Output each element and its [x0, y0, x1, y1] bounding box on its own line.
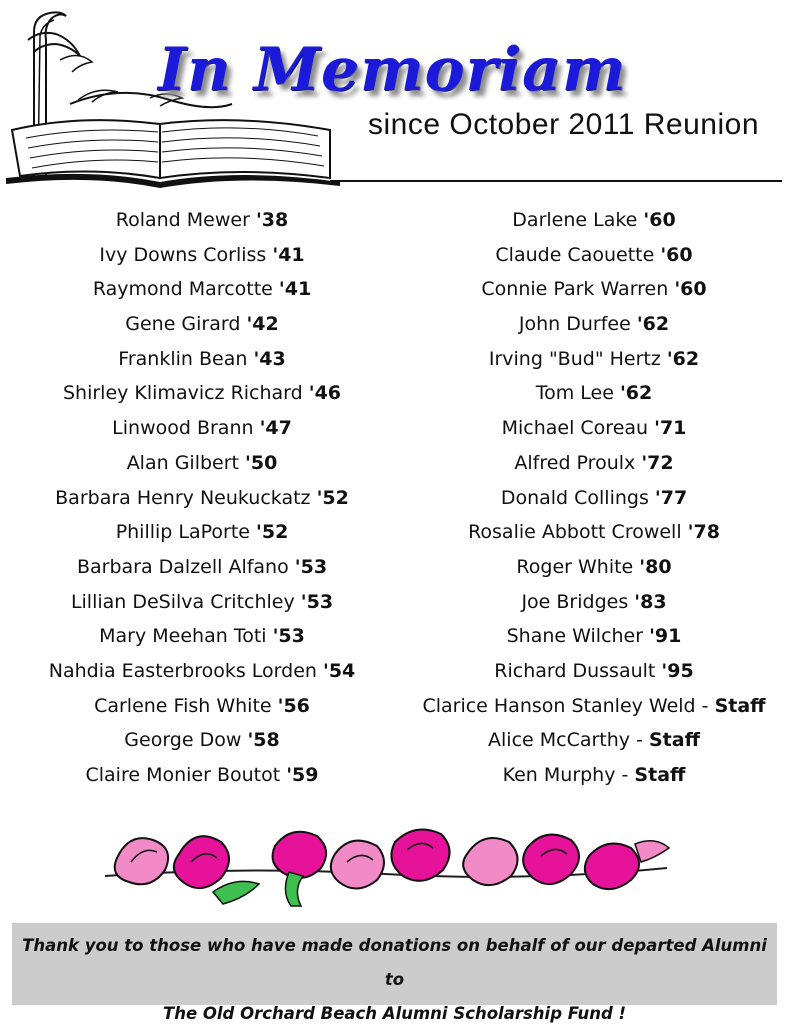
class-year: '72: [641, 451, 674, 474]
memorial-entry: [22, 689, 382, 724]
class-year: '58: [247, 729, 280, 752]
memorial-entry: [414, 203, 774, 238]
memorial-name: George Dow: [124, 729, 242, 752]
memorial-name: Franklin Bean: [118, 347, 248, 370]
memorial-entry: [22, 654, 382, 689]
memorial-name: Barbara Henry Neukuckatz: [55, 486, 311, 509]
class-year: '53: [294, 555, 328, 578]
memorial-name: Ken Murphy -: [502, 764, 629, 786]
memorial-entry: [22, 550, 382, 585]
class-year: '54: [323, 659, 356, 682]
class-year: '59: [286, 764, 319, 786]
memorial-list-left: [22, 203, 382, 793]
memorial-name: Ivy Downs Corliss: [99, 243, 267, 266]
memorial-name: Connie Park Warren: [481, 278, 669, 301]
memorial-name: Donald Collings: [500, 486, 649, 509]
class-year: '56: [277, 694, 310, 717]
memorial-name: Richard Dussault: [494, 659, 656, 682]
memorial-entry: [22, 585, 382, 620]
memorial-entry: [414, 515, 774, 550]
memorial-entry: [22, 515, 382, 550]
class-year: '46: [308, 382, 342, 405]
memorial-entry: [22, 446, 382, 481]
memorial-name: Linwood Brann: [112, 417, 254, 440]
memorial-entry: [22, 376, 382, 411]
memorial-name: Shane Wilcher: [506, 625, 644, 648]
donation-notice-line-1: Thank you to those who have made donations on behalf of our departed Alumni to: [22, 936, 767, 989]
memorial-entry: [22, 723, 382, 758]
memorial-list-right: [414, 203, 774, 793]
memorial-name: Claude Caouette: [495, 243, 655, 266]
memorial-entry: [22, 481, 382, 516]
memorial-name: Carlene Fish White: [94, 694, 272, 717]
memorial-name: Gene Girard: [125, 313, 241, 336]
memorial-entry: [414, 723, 774, 758]
memorial-entry: [22, 307, 382, 342]
memorial-entry: [22, 203, 382, 238]
page-subtitle: since October 2011 Reunion: [368, 108, 760, 141]
class-year: '80: [639, 555, 672, 578]
class-year: '62: [666, 347, 700, 370]
staff-label: Staff: [714, 694, 766, 717]
class-year: '38: [255, 209, 289, 231]
class-year: '77: [654, 486, 688, 509]
class-year: '95: [661, 659, 694, 682]
memorial-entry: [414, 411, 774, 446]
memorial-entry: [414, 342, 774, 377]
memorial-name: Alice McCarthy -: [488, 729, 643, 752]
memorial-entry: [414, 307, 774, 342]
staff-label: Staff: [634, 764, 686, 786]
page-header: [0, 0, 791, 195]
memorial-entry: [414, 619, 774, 654]
memorial-name: Roger White: [516, 555, 634, 578]
memorial-name: Shirley Klimavicz Richard: [62, 382, 303, 405]
class-year: '60: [660, 243, 693, 266]
memorial-entry: [414, 238, 774, 273]
memorial-entry: [22, 619, 382, 654]
lily-garland-icon: [95, 818, 675, 910]
class-year: '83: [634, 590, 667, 613]
memorial-name: Irving "Bud" Hertz: [488, 347, 661, 370]
memorial-entry: [414, 654, 774, 689]
memorial-name: Roland Mewer: [115, 209, 250, 231]
memorial-name: Raymond Marcotte: [92, 278, 273, 301]
memorial-entry: [414, 550, 774, 585]
class-year: '50: [245, 451, 278, 474]
memorial-entry: [414, 758, 774, 793]
page-title: In Memoriam: [158, 35, 627, 105]
memorial-entry: [22, 238, 382, 273]
memorial-entry: [414, 585, 774, 620]
memorial-entry: [22, 342, 382, 377]
memorial-name: Tom Lee: [535, 382, 614, 405]
memorial-name: Michael Coreau: [501, 417, 649, 440]
class-year: '47: [259, 417, 292, 440]
class-year: '41: [272, 243, 305, 266]
class-year: '43: [253, 347, 286, 370]
memorial-entry: [414, 481, 774, 516]
header-divider: [330, 180, 782, 182]
memorial-name: Joe Bridges: [521, 590, 629, 613]
memorial-name: Alan Gilbert: [126, 451, 239, 474]
memorial-entry: [22, 758, 382, 793]
memorial-name: Darlene Lake: [512, 209, 638, 231]
class-year: '60: [674, 278, 707, 301]
class-year: '62: [619, 382, 653, 405]
class-year: '42: [246, 313, 279, 336]
class-year: '71: [654, 417, 687, 440]
class-year: '78: [687, 521, 720, 544]
memorial-name: Alfred Proulx: [514, 451, 636, 474]
class-year: '60: [643, 209, 676, 231]
memorial-name: Clarice Hanson Stanley Weld -: [422, 694, 709, 717]
class-year: '52: [316, 486, 349, 509]
donation-notice: [12, 923, 777, 1023]
donation-notice-line-2: The Old Orchard Beach Alumni Scholarship Fund !: [162, 1004, 627, 1023]
memorial-name: Claire Monier Boutot: [85, 764, 281, 786]
memorial-name: Rosalie Abbott Crowell: [468, 521, 682, 544]
memorial-name: Barbara Dalzell Alfano: [76, 555, 289, 578]
memorial-entry: [414, 446, 774, 481]
memorial-entry: [22, 272, 382, 307]
class-year: '41: [278, 278, 312, 301]
memorial-name: Mary Meehan Toti: [99, 625, 267, 648]
memorial-entry: [414, 272, 774, 307]
memorial-name: Phillip LaPorte: [115, 521, 250, 544]
staff-label: Staff: [649, 729, 700, 752]
memorial-entry: [22, 411, 382, 446]
class-year: '91: [649, 625, 682, 648]
class-year: '53: [300, 590, 334, 613]
class-year: '53: [272, 625, 305, 648]
memorial-name: John Durfee: [518, 313, 631, 336]
memorial-name: Nahdia Easterbrooks Lorden: [48, 659, 317, 682]
memorial-name: Lillian DeSilva Critchley: [70, 590, 295, 613]
memorial-entry: [414, 376, 774, 411]
class-year: '52: [256, 521, 289, 544]
class-year: '62: [636, 313, 670, 336]
memorial-entry: [414, 689, 774, 724]
